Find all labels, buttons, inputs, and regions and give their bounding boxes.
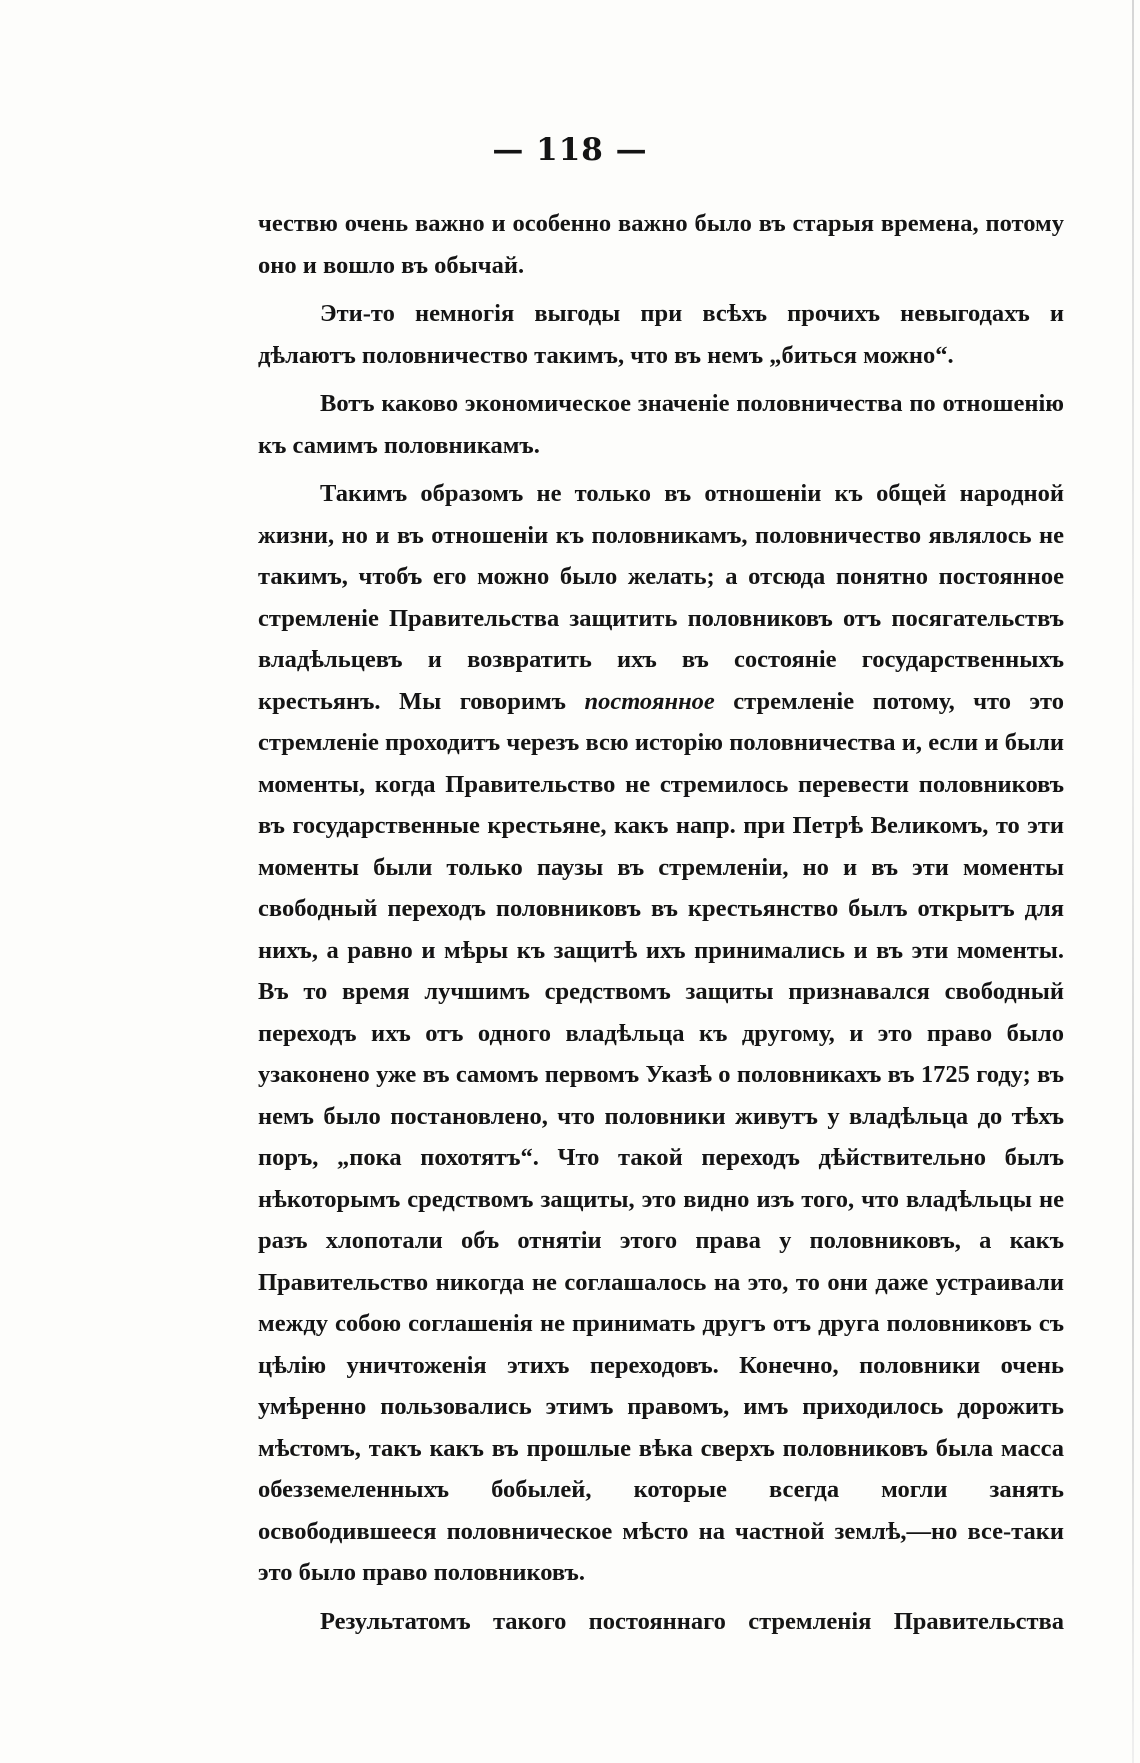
paragraph-government-aspiration (258, 473, 1064, 1594)
paragraph-result: Результатомъ такого постояннаго стремленія Правительства (320, 1607, 1064, 1635)
paragraph-advantages: Эти-то немногія выгоды при всѣхъ прочихъ невыгодахъ и дѣлаютъ половничество такимъ, что въ немъ „биться можно“. (258, 300, 1064, 369)
page-number: — 118 — (492, 132, 648, 168)
paragraph-continuation: чествю очень важно и особенно важно было въ старыя времена, потому оно и вошло въ обычай. (258, 210, 1064, 279)
scan-edge-shadow (1132, 0, 1134, 1763)
paragraph-text-before-emphasis: Такимъ образомъ не только въ отношеніи къ общей народной жизни, но и въ отношеніи къ половникамъ, половничество являлось не такимъ, чтобъ его можно было желать; а отсюда понятно постоянное стремленіе Правительства защитить половниковъ отъ посягательствъ владѣльцевъ и возвратить ихъ въ состояніе государственныхъ крестьянъ. Мы говоримъ (258, 480, 1064, 715)
paragraph-text-after-emphasis: стремленіе потому, что это стремленіе проходитъ черезъ всю исторію половничества и, если и были моменты, когда Правительство не стремилось перевести половниковъ въ государственные крестьяне, какъ напр. при Петрѣ Великомъ, то эти моменты были только паузы въ стремленіи, но и въ эти моменты свободный переходъ половниковъ въ крестьянство былъ открытъ для нихъ, а равно и мѣры къ защитѣ ихъ принимались и въ эти моменты. Въ то время лучшимъ средствомъ защиты признавался свободный переходъ ихъ отъ одного владѣльца къ другому, и это право было узаконено уже въ самомъ первомъ Указѣ о половникахъ въ 1725 году; въ немъ было постановлено, что половники живутъ у владѣльца до тѣхъ поръ, „пока похотятъ“. Что такой переходъ дѣйствительно былъ нѣкоторымъ средствомъ защиты, это видно изъ того, что владѣльцы не разъ хлопотали объ отнятіи этого права у половниковъ, а какъ Правительство никогда не соглашалось на это, то они даже устраивали между собою соглашенія не принимать другъ отъ друга половниковъ съ цѣлію уничтоженія этихъ переходовъ. Конечно, половники очень умѣренно пользовались этимъ правомъ, имъ приходилось дорожить мѣстомъ, такъ какъ въ прошлые вѣка сверхъ половниковъ была масса обезземеленныхъ бобылей, которые всегда могли занять освободившееся половническое мѣсто на частной землѣ,—но все-таки это было право половниковъ. (258, 687, 1065, 1586)
emphasized-word: постоянное (584, 687, 715, 715)
paragraph-economic-meaning: Вотъ каково экономическое значеніе половничества по отношенію къ самимъ половникамъ. (258, 390, 1064, 459)
body-text (258, 203, 1064, 1642)
